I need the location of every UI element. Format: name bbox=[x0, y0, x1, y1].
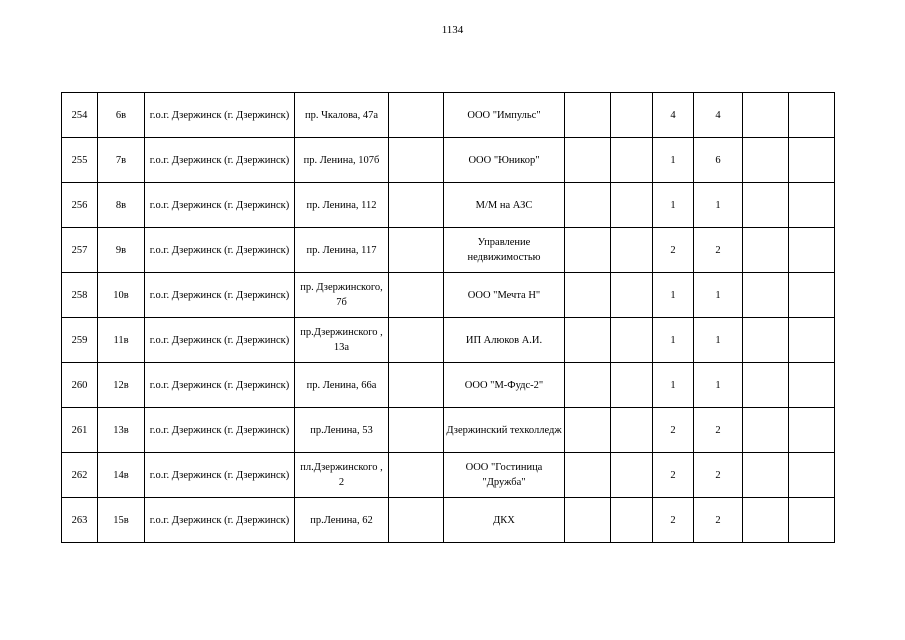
empty-cell bbox=[743, 93, 789, 138]
count-cell: 1 bbox=[653, 183, 694, 228]
empty-cell bbox=[565, 273, 611, 318]
empty-cell bbox=[789, 138, 835, 183]
organization-cell: Управление недвижимостью bbox=[444, 228, 565, 273]
table-row bbox=[62, 183, 835, 228]
row-code-cell: 8в bbox=[98, 183, 145, 228]
empty-cell bbox=[611, 183, 653, 228]
empty-cell bbox=[565, 408, 611, 453]
row-number-cell: 258 bbox=[62, 273, 98, 318]
count-cell: 1 bbox=[653, 138, 694, 183]
row-number-cell: 260 bbox=[62, 363, 98, 408]
empty-cell bbox=[743, 453, 789, 498]
municipality-cell: г.о.г. Дзержинск (г. Дзержинск) bbox=[145, 318, 295, 363]
count-cell: 4 bbox=[694, 93, 743, 138]
count-cell: 2 bbox=[653, 408, 694, 453]
count-cell: 2 bbox=[653, 453, 694, 498]
row-number-cell: 259 bbox=[62, 318, 98, 363]
row-code-cell: 9в bbox=[98, 228, 145, 273]
row-code-cell: 11в bbox=[98, 318, 145, 363]
registry-table bbox=[61, 92, 835, 543]
address-cell: пр. Чкалова, 47а bbox=[295, 93, 389, 138]
empty-cell bbox=[389, 453, 444, 498]
table-row bbox=[62, 363, 835, 408]
empty-cell bbox=[743, 363, 789, 408]
row-code-cell: 13в bbox=[98, 408, 145, 453]
row-number-cell: 257 bbox=[62, 228, 98, 273]
page-number: 1134 bbox=[441, 24, 464, 36]
row-number-cell: 254 bbox=[62, 93, 98, 138]
count-cell: 2 bbox=[694, 498, 743, 543]
row-number-cell: 262 bbox=[62, 453, 98, 498]
row-code-cell: 7в bbox=[98, 138, 145, 183]
empty-cell bbox=[389, 228, 444, 273]
empty-cell bbox=[565, 228, 611, 273]
empty-cell bbox=[389, 318, 444, 363]
empty-cell bbox=[565, 138, 611, 183]
organization-cell: ООО "Импульс" bbox=[444, 93, 565, 138]
empty-cell bbox=[565, 183, 611, 228]
address-cell: пр. Ленина, 107б bbox=[295, 138, 389, 183]
empty-cell bbox=[611, 228, 653, 273]
empty-cell bbox=[565, 363, 611, 408]
empty-cell bbox=[389, 273, 444, 318]
municipality-cell: г.о.г. Дзержинск (г. Дзержинск) bbox=[145, 453, 295, 498]
organization-cell: ДКХ bbox=[444, 498, 565, 543]
empty-cell bbox=[611, 273, 653, 318]
count-cell: 4 bbox=[653, 93, 694, 138]
empty-cell bbox=[789, 498, 835, 543]
address-cell: пр.Ленина, 62 bbox=[295, 498, 389, 543]
municipality-cell: г.о.г. Дзержинск (г. Дзержинск) bbox=[145, 363, 295, 408]
organization-cell: ООО "Гостиница "Дружба" bbox=[444, 453, 565, 498]
municipality-cell: г.о.г. Дзержинск (г. Дзержинск) bbox=[145, 183, 295, 228]
count-cell: 2 bbox=[694, 228, 743, 273]
table-row bbox=[62, 318, 835, 363]
organization-cell: ООО "Юникор" bbox=[444, 138, 565, 183]
empty-cell bbox=[743, 318, 789, 363]
empty-cell bbox=[743, 498, 789, 543]
address-cell: пл.Дзержинского , 2 bbox=[295, 453, 389, 498]
empty-cell bbox=[565, 93, 611, 138]
empty-cell bbox=[789, 93, 835, 138]
empty-cell bbox=[611, 138, 653, 183]
empty-cell bbox=[565, 498, 611, 543]
row-number-cell: 255 bbox=[62, 138, 98, 183]
municipality-cell: г.о.г. Дзержинск (г. Дзержинск) bbox=[145, 138, 295, 183]
empty-cell bbox=[789, 453, 835, 498]
table-row bbox=[62, 138, 835, 183]
count-cell: 1 bbox=[694, 273, 743, 318]
row-code-cell: 6в bbox=[98, 93, 145, 138]
municipality-cell: г.о.г. Дзержинск (г. Дзержинск) bbox=[145, 273, 295, 318]
municipality-cell: г.о.г. Дзержинск (г. Дзержинск) bbox=[145, 93, 295, 138]
municipality-cell: г.о.г. Дзержинск (г. Дзержинск) bbox=[145, 408, 295, 453]
organization-cell: М/М на АЗС bbox=[444, 183, 565, 228]
table-body bbox=[62, 93, 835, 543]
count-cell: 1 bbox=[653, 318, 694, 363]
table-row bbox=[62, 408, 835, 453]
empty-cell bbox=[389, 498, 444, 543]
row-code-cell: 12в bbox=[98, 363, 145, 408]
count-cell: 1 bbox=[694, 363, 743, 408]
count-cell: 2 bbox=[694, 453, 743, 498]
count-cell: 2 bbox=[653, 498, 694, 543]
count-cell: 1 bbox=[694, 183, 743, 228]
address-cell: пр. Ленина, 112 bbox=[295, 183, 389, 228]
row-code-cell: 10в bbox=[98, 273, 145, 318]
empty-cell bbox=[789, 273, 835, 318]
empty-cell bbox=[389, 138, 444, 183]
empty-cell bbox=[611, 498, 653, 543]
empty-cell bbox=[389, 93, 444, 138]
count-cell: 2 bbox=[653, 228, 694, 273]
address-cell: пр.Ленина, 53 bbox=[295, 408, 389, 453]
empty-cell bbox=[789, 408, 835, 453]
empty-cell bbox=[611, 318, 653, 363]
count-cell: 1 bbox=[653, 363, 694, 408]
organization-cell: ООО "М-Фудс-2" bbox=[444, 363, 565, 408]
table-row bbox=[62, 498, 835, 543]
empty-cell bbox=[611, 93, 653, 138]
count-cell: 6 bbox=[694, 138, 743, 183]
table-row bbox=[62, 228, 835, 273]
count-cell: 2 bbox=[694, 408, 743, 453]
empty-cell bbox=[389, 408, 444, 453]
organization-cell: ИП Алюков А.И. bbox=[444, 318, 565, 363]
municipality-cell: г.о.г. Дзержинск (г. Дзержинск) bbox=[145, 498, 295, 543]
empty-cell bbox=[743, 228, 789, 273]
count-cell: 1 bbox=[694, 318, 743, 363]
empty-cell bbox=[611, 408, 653, 453]
row-code-cell: 15в bbox=[98, 498, 145, 543]
empty-cell bbox=[611, 453, 653, 498]
empty-cell bbox=[565, 453, 611, 498]
row-number-cell: 263 bbox=[62, 498, 98, 543]
address-cell: пр. Ленина, 117 bbox=[295, 228, 389, 273]
empty-cell bbox=[611, 363, 653, 408]
empty-cell bbox=[389, 183, 444, 228]
organization-cell: Дзержинский техколледж bbox=[444, 408, 565, 453]
address-cell: пр. Ленина, 66а bbox=[295, 363, 389, 408]
empty-cell bbox=[743, 183, 789, 228]
empty-cell bbox=[743, 408, 789, 453]
empty-cell bbox=[789, 228, 835, 273]
address-cell: пр. Дзержинского, 7б bbox=[295, 273, 389, 318]
row-number-cell: 256 bbox=[62, 183, 98, 228]
organization-cell: ООО "Мечта Н" bbox=[444, 273, 565, 318]
table-row bbox=[62, 273, 835, 318]
empty-cell bbox=[389, 363, 444, 408]
municipality-cell: г.о.г. Дзержинск (г. Дзержинск) bbox=[145, 228, 295, 273]
table-row bbox=[62, 453, 835, 498]
row-code-cell: 14в bbox=[98, 453, 145, 498]
empty-cell bbox=[743, 138, 789, 183]
row-number-cell: 261 bbox=[62, 408, 98, 453]
empty-cell bbox=[743, 273, 789, 318]
address-cell: пр.Дзержинского , 13а bbox=[295, 318, 389, 363]
empty-cell bbox=[565, 318, 611, 363]
empty-cell bbox=[789, 363, 835, 408]
empty-cell bbox=[789, 318, 835, 363]
table-row bbox=[62, 93, 835, 138]
count-cell: 1 bbox=[653, 273, 694, 318]
empty-cell bbox=[789, 183, 835, 228]
